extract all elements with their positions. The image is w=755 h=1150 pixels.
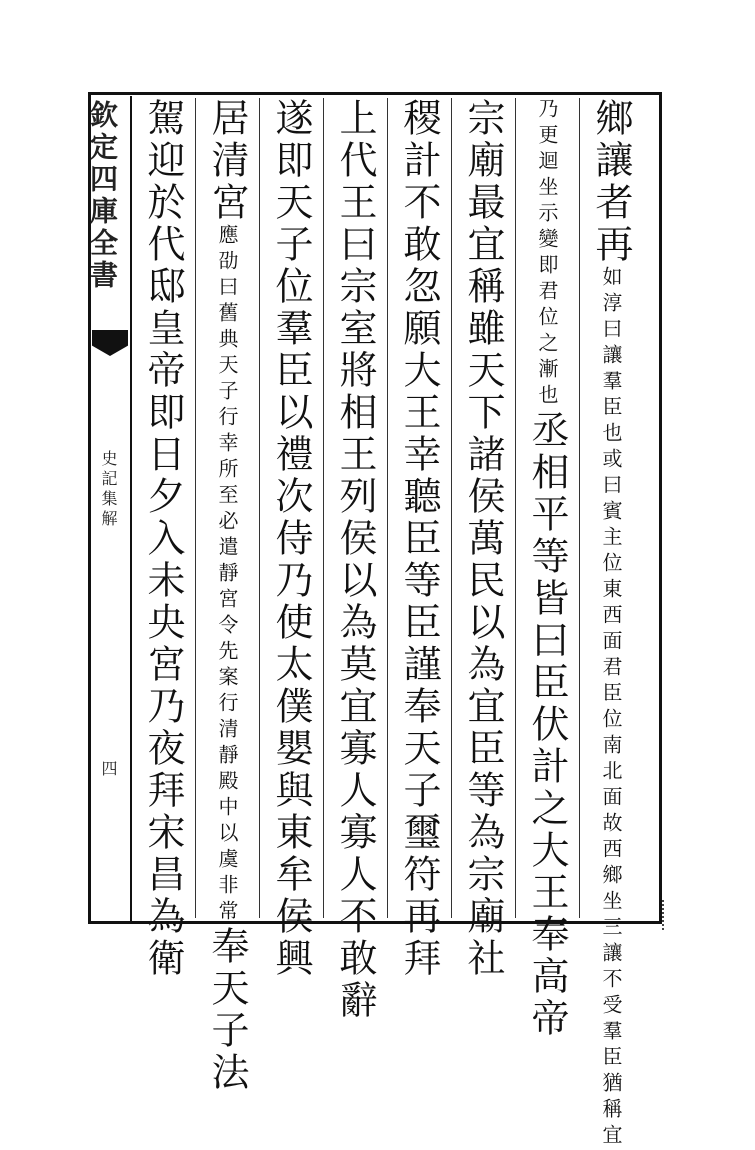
- main-text: 宗廟最宜稱雖天下諸侯萬民以為宜臣等為宗廟社: [461, 98, 505, 980]
- text-column-8: [140, 98, 186, 980]
- margin-rule: [130, 96, 132, 922]
- main-text: 駕迎於代邸皇帝即日夕入未央宮乃夜拜宋昌為衛: [141, 98, 185, 980]
- text-column-4: [396, 98, 442, 980]
- column-rule: [387, 98, 388, 918]
- text-column-5: [332, 98, 378, 1022]
- section-title: 史記集解: [99, 450, 118, 530]
- main-text: 丞相平等皆曰臣伏計之大王奉高帝: [525, 410, 569, 1040]
- main-text: 居清宮: [205, 98, 249, 224]
- text-column-7: [204, 98, 250, 1094]
- edge-dots: [650, 900, 664, 930]
- column-rule: [195, 98, 196, 918]
- main-text: 稷計不敢忽願大王幸聽臣等臣謹奉天子璽符再拜: [397, 98, 441, 980]
- annotation-text: 如淳曰讓羣臣也或曰賓主位東西面君臣位南北面故西鄉坐三讓不受羣臣猶稱宜: [599, 266, 623, 1150]
- text-column-2: [524, 98, 570, 1040]
- page-number: 四: [99, 760, 118, 776]
- main-text: 鄉讓者再: [589, 98, 633, 266]
- column-rule: [323, 98, 324, 918]
- column-rule: [515, 98, 516, 918]
- annotation-text: 應劭曰舊典天子行幸所至必遣靜宮令先案行清靜殿中以虞非常: [215, 224, 239, 926]
- book-title: 欽定四庫全書: [86, 100, 119, 292]
- column-rule: [259, 98, 260, 918]
- column-rule: [451, 98, 452, 918]
- text-column-6: [268, 98, 314, 980]
- main-text: 遂即天子位羣臣以禮次侍乃使太僕嬰與東牟侯興: [269, 98, 313, 980]
- annotation-text: 乃更迴坐示變即君位之漸也: [535, 98, 559, 410]
- text-column-3: [460, 98, 506, 980]
- column-rule: [579, 98, 580, 918]
- main-text: 奉天子法: [205, 926, 249, 1094]
- main-text: 上代王曰宗室將相王列侯以為莫宜寡人寡人不敢辭: [333, 98, 377, 1022]
- text-column-1: [588, 98, 634, 1150]
